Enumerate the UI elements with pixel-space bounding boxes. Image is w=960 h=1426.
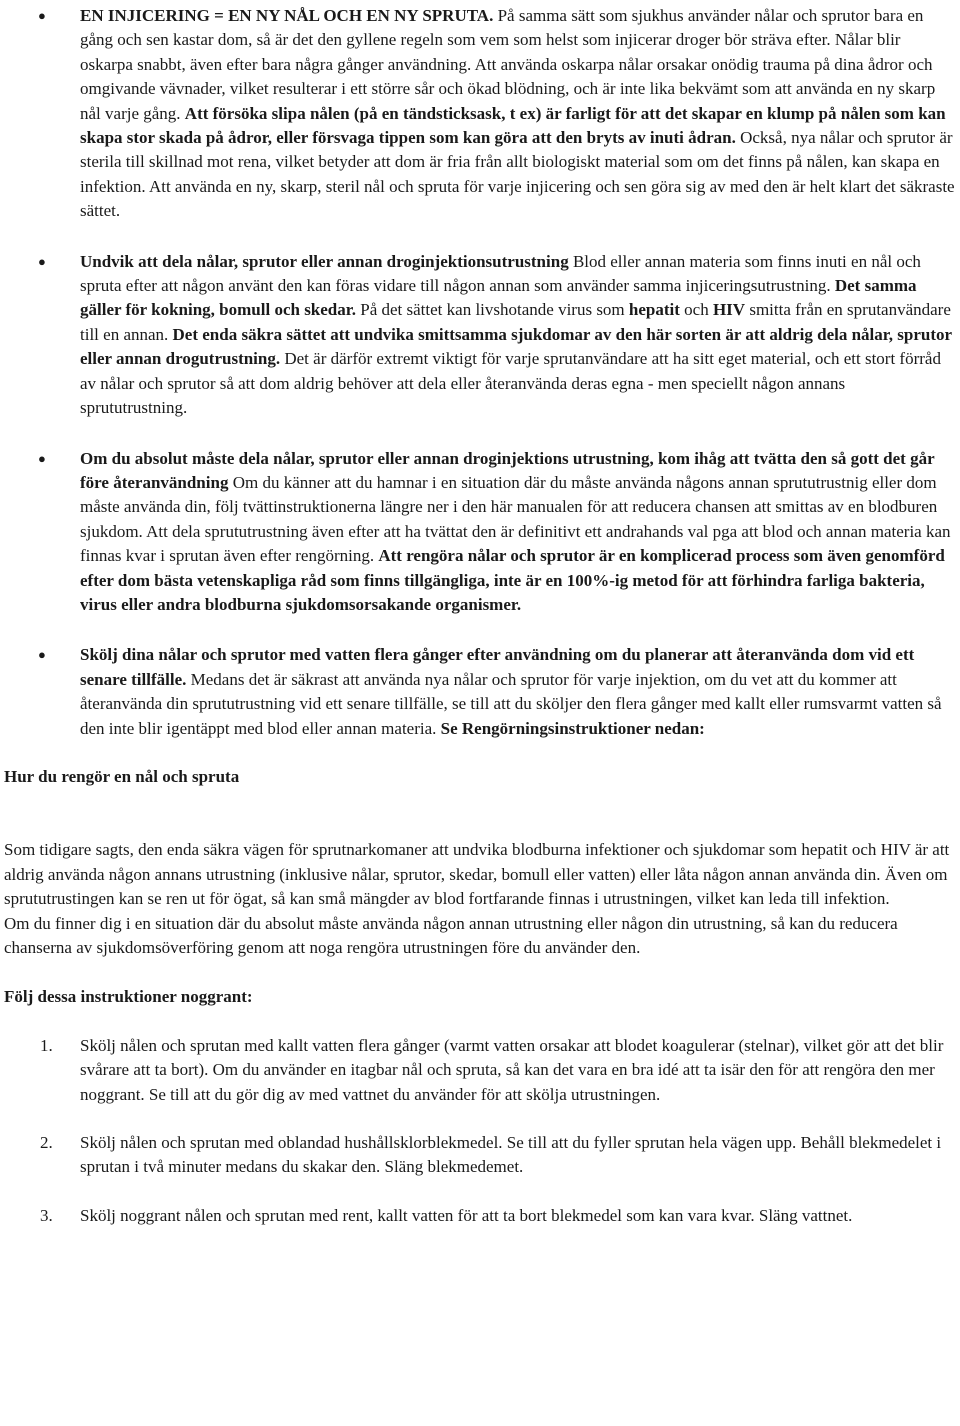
step-text: Skölj nålen och sprutan med kallt vatten flera gånger (varmt vatten orsakar att blodet koagulerar (stelnar), vilket gör att det blir svårare att ta bort). Om du använder en itagbar nål och spruta, så kan det vara en bra idé att ta isär den för att rengöra den mer noggrant. Se till att du gör dig av med vattnet du använder för att skölja utrustningen. [80,1035,944,1104]
bullet-item-single-use [0,4,960,224]
section-heading: Hur du rengör en nål och spruta [4,766,240,786]
bullet-segment: Se Rengörningsinstruktioner nedan: [440,718,705,738]
instructions-heading: Följ dessa instruktioner noggrant: [4,987,253,1007]
step-item [0,1131,960,1180]
bullet-item-must-share [0,447,960,618]
bullet-list [0,4,960,741]
bullet-segment: Också, nya nålar och sprutor är sterila till skillnad mot rena, vilket betyder att dom är fria från allt biologiskt material som om det finns på nålen, kan skapa en infektion. Att använda en ny, skarp, steril nål och spruta för varje injicering och sen göra sig av med den är helt klart det säkraste sättet. [80,128,955,221]
step-number: 1. [40,1035,53,1055]
bullet-segment: Om du känner att du hamnar i en situation där du måste använda någons annan sprututrustnig eller dom måste använda din, följ tvättinstruktionerna längre ner i den här manualen för att reducera chansen att smittas av en blodburen sjukdom. Att dela sprututrustning även efter att ha tvättat den är definitivt ett andrahands val pga att blod och annan materia kan finnas kvar i sprutan även efter rengörning. [80,472,951,566]
bullet-segment: Undvik att dela nålar, sprutor eller annan droginjektionsutrustning [80,251,569,271]
bullet-segment: HIV [712,300,746,320]
bullet-segment: och [679,300,713,320]
bullet-segment: Det är därför extremt viktigt för varje sprutanvändare att ha sitt eget material, och ett stort förråd av nålar och sprutor så att dom aldrig behöver att dela eller återanvända deras egna - men speciellt någon annans sprututrustning. [80,349,941,418]
bullet-segment: Skölj dina nålar och sprutor med vatten flera gånger efter användning om du planerar att återanvända dom vid ett senare tillfälle. [80,645,915,689]
bullet-text [80,252,952,417]
bullet-segment: På det sättet kan livshotande virus som [356,300,629,320]
bullet-dot-icon: ● [38,8,46,23]
bullet-segment: Att rengöra nålar och sprutor är en komplicerad process som även genomförd efter dom bästa vetenskapliga råd som finns tillgängliga, inte är en 100%-ig metod för att förhindra farliga bakteria, virus eller andra blodburna sjukdomsorsakande organismer. [80,546,945,614]
step-text: Skölj noggrant nålen och sprutan med rent, kallt vatten för att ta bort blekmedel som kan vara kvar. Släng vattnet. [80,1205,853,1225]
bullet-segment: Blod eller annan materia som finns inuti en nål och spruta efter att någon använt den kan föras vidare till någon annan som använder samma injiceringsutrustning. [80,251,921,296]
step-item [0,1034,960,1107]
step-number: 3. [40,1205,53,1225]
intro-paragraph: Om du finner dig i en situation där du absolut måste använda någon annan utrustning eller någon din utrustning, så kan du reducera chanserna av sjukdomsöverföring genom att noga rengöra utrustningen före du använder den. [4,913,898,957]
bullet-segment: Om du absolut måste dela nålar, sprutor eller annan droginjektions utrustning, kom ihåg att tvätta den så gott det går före återanvändning [80,448,935,492]
bullet-item-avoid-sharing [0,250,960,421]
bullet-dot-icon: ● [38,647,46,663]
step-number: 2. [40,1133,53,1153]
step-text: Skölj nålen och sprutan med oblandad hushållsklorblekmedel. Se till att du fyller sprutan hela vägen upp. Behåll blekmedelet i sprutan i två minuter medans du skakar den. Släng blekmedemet. [80,1133,942,1177]
bullet-segment: Medans det är säkrast att använda nya nålar och sprutor för varje injektion, om du vet att du kommer att återanvända din sprututrustning vid ett senare tillfälle, se till att du sköljer den flera gånger med kallt eller rumsvarmt vatten så den inte blir igentäppt med blod eller annan materia. [80,669,942,738]
bullet-dot-icon: ● [38,253,46,269]
bullet-text [80,6,955,220]
intro-paragraph: Som tidigare sagts, den enda säkra vägen för sprutnarkomaner att undvika blodburna infektioner och sjukdomar som hepatit och HIV är att aldrig använda någon annans utrustning (inklusive nålar, sprutor, skedar, bomull eller vatten) eller låta någon annan använda din. Även om sprututrustingen kan se ren ut för ögat, så kan små mängder av blod fortfarande finnas i utrustningen, vilket kan leda till infektion. [4,840,950,909]
bullet-segment: smitta från en sprutanvändare till en annan. [80,300,951,344]
bullet-text [80,449,951,614]
bullet-dot-icon: ● [38,450,46,466]
bullet-text [80,645,942,737]
bullet-item-rinse [0,643,960,741]
bullet-segment: Att försöka slipa nålen (på en tändsticksask, t ex) är farligt för att det skapar en klump på nålen som kan skapa stor skada på ådror, eller försvaga tippen som kan göra att den bryts av inuti ådran. [80,103,946,148]
bullet-segment: Det enda säkra sättet att undvika smittsamma sjukdomar av den här sorten är att aldrig dela nålar, sprutor eller annan drogutrustning. [80,324,952,369]
bullet-segment: På samma sätt som sjukhus använder nålar och sprutor bara en gång och sen kastar dom, så är det den gyllene regeln som vem som helst som injicerar droger bör sträva efter. Nålar blir oskarpa snabbt, även efter bara några gånger användning. Att använda oskarpa nålar orsakar onödig trauma på dina ådror och omgivande vävnader, vilket resulterar i ett större sår och ökad blödning, och är inte lika bekvämt som att använda en ny skarp nål varje gång. [80,6,936,123]
bullet-segment: hepatit [628,300,680,320]
step-item [0,1204,960,1228]
steps-list [0,1034,960,1228]
bullet-segment: EN INJICERING = EN NY NÅL OCH EN NY SPRUTA. [80,6,494,25]
bullet-segment: Det samma gäller för kokning, bomull och skedar. [80,276,917,320]
